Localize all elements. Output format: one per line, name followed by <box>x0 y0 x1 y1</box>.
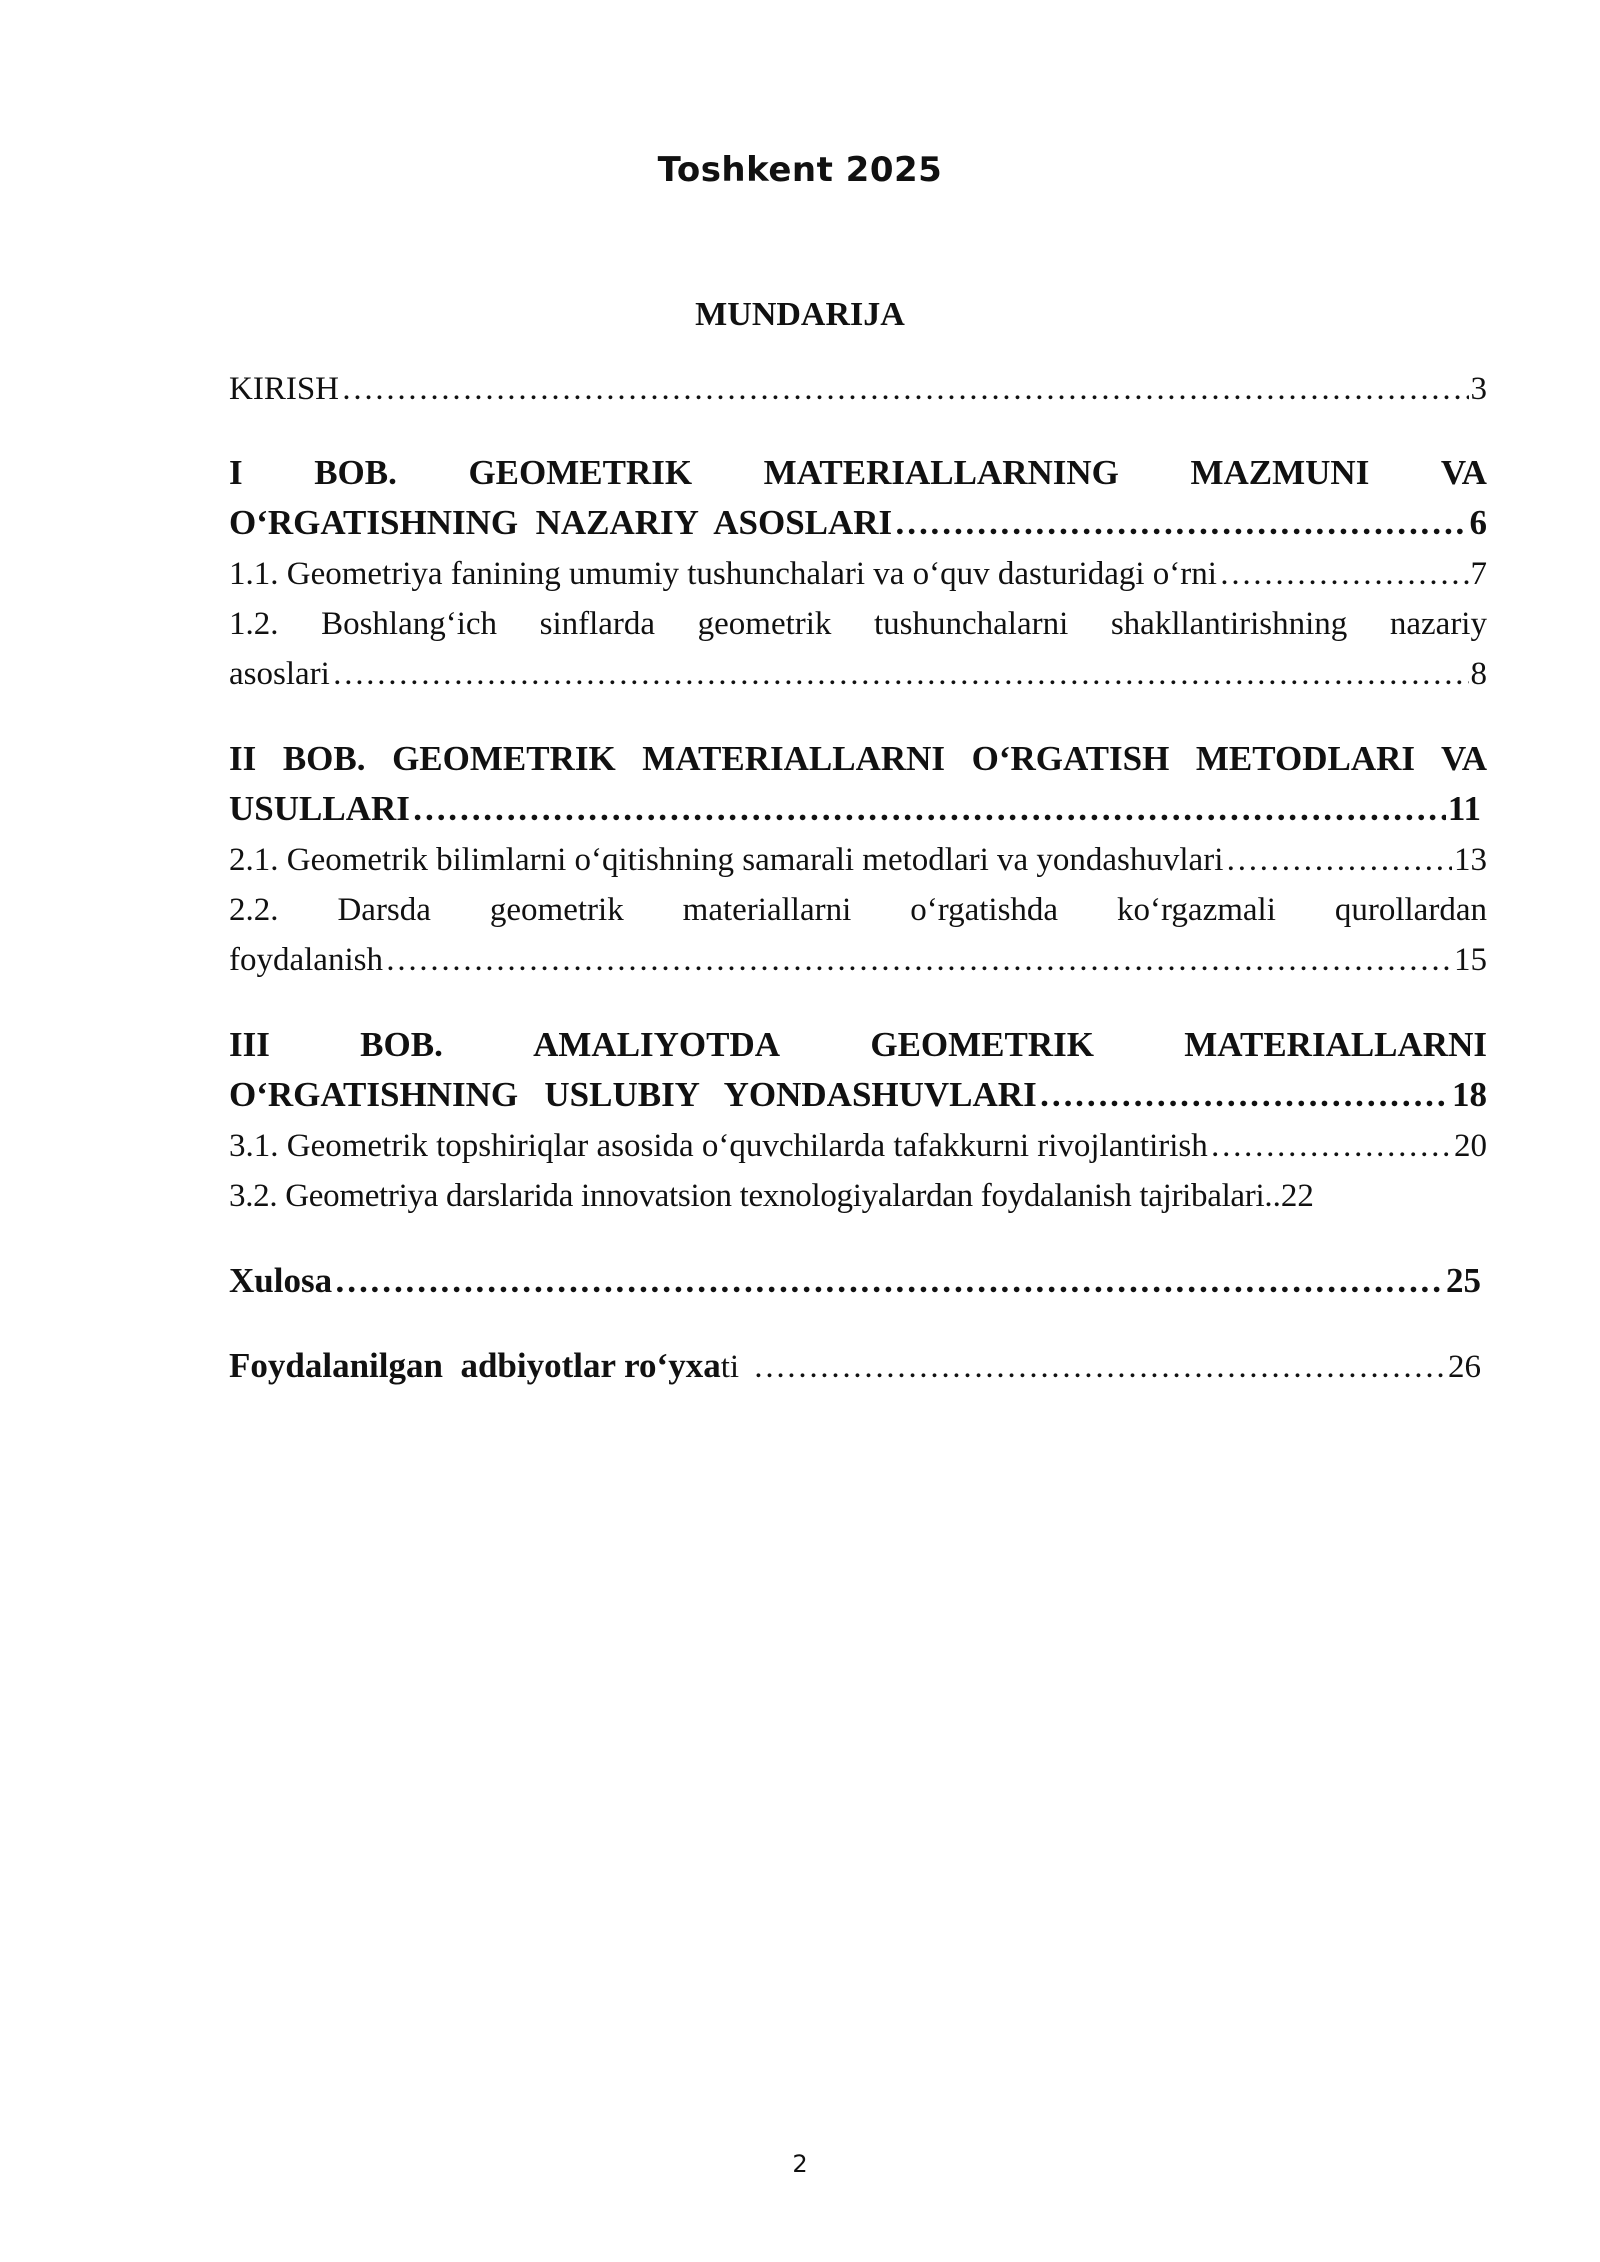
word: Boshlang‘ich <box>321 606 498 642</box>
dot-leader <box>334 1256 1444 1306</box>
dot-leader <box>412 784 1446 834</box>
toc-entry-page: 18 <box>1452 1075 1487 1114</box>
toc-entry-label: foydalanish <box>229 942 383 978</box>
toc-entry-page: 22 <box>1280 1178 1314 1214</box>
city-year: Toshkent 2025 <box>657 150 943 190</box>
word: qurollardan <box>1334 892 1487 928</box>
toc-section-1-1[interactable] <box>229 549 1487 599</box>
toc-entry-page: 3 <box>1470 371 1487 407</box>
toc-entry-label: Xulosa <box>229 1261 333 1300</box>
word: Darsda <box>337 892 431 928</box>
word: I <box>229 453 243 492</box>
toc-entry-page: 25 <box>1446 1261 1481 1300</box>
word: nazariy <box>1389 606 1487 642</box>
toc-entry-page: 13 <box>1454 842 1487 878</box>
toc-chapter-1-line2[interactable] <box>229 498 1487 548</box>
toc-section-2-1[interactable] <box>229 835 1487 885</box>
toc-entry-page: 8 <box>1470 656 1487 692</box>
toc-entry-label: Foydalanilgan adbiyotlar ro‘yxa <box>229 1346 721 1385</box>
word: III <box>229 1025 270 1064</box>
toc-entry-label: 3.2. Geometriya darslarida innovatsion texnologiyalardan foydalanish tajribalari <box>229 1178 1265 1214</box>
toc-entry-intro[interactable] <box>229 364 1487 414</box>
dot-leader <box>753 1342 1446 1391</box>
word: ko‘rgazmali <box>1117 892 1276 928</box>
word: BOB. <box>314 453 397 492</box>
word: GEOMETRIK <box>468 453 693 492</box>
toc-entry-label-rest: ti <box>720 1349 740 1385</box>
word: sinflarda <box>539 606 656 642</box>
word: VA <box>1440 453 1487 492</box>
dot-leader: .. <box>1264 1178 1281 1214</box>
toc-section-1-2-line2[interactable] <box>229 649 1487 699</box>
word: MATERIALLARNI <box>1184 1025 1487 1064</box>
word: materiallarni <box>682 892 852 928</box>
dot-leader <box>385 935 1452 985</box>
toc-entry-label: O‘RGATISHNING NAZARIY ASOSLARI <box>229 503 893 542</box>
toc-section-3-1[interactable] <box>229 1121 1487 1171</box>
toc-entry-page: 7 <box>1470 556 1487 592</box>
toc-title: MUNDARIJA <box>695 296 905 333</box>
word: 1.2. <box>229 606 279 642</box>
toc-entry-label: USULLARI <box>229 789 410 828</box>
dot-leader <box>1210 1121 1452 1171</box>
toc-section-2-2-line1[interactable] <box>229 885 1487 935</box>
toc-entry-label: O‘RGATISHNING USLUBIY YONDASHUVLARI <box>229 1075 1037 1114</box>
toc-entry-conclusion[interactable] <box>229 1256 1487 1306</box>
toc-entry-label: KIRISH <box>229 371 340 407</box>
word: tushunchalarni <box>873 606 1069 642</box>
toc-entry-page: 11 <box>1447 789 1481 828</box>
toc-entry-references[interactable] <box>229 1341 1487 1391</box>
word: GEOMETRIK <box>870 1025 1094 1064</box>
toc-entry-label: asoslari <box>229 656 330 692</box>
toc-entry-label: II BOB. GEOMETRIK MATERIALLARNI O‘RGATISH METODLARI VA <box>229 739 1487 778</box>
word: 2.2. <box>229 892 279 928</box>
toc-chapter-1-line1[interactable] <box>229 448 1487 498</box>
word: geometrik <box>697 606 832 642</box>
toc-entry-page: 6 <box>1469 503 1487 542</box>
word: MAZMUNI <box>1190 453 1370 492</box>
word: MATERIALLARNING <box>763 453 1119 492</box>
dot-leader <box>332 649 1469 699</box>
toc-section-1-2-line1[interactable] <box>229 599 1487 649</box>
toc-chapter-2-line2[interactable] <box>229 784 1487 834</box>
toc-chapter-3-line1[interactable] <box>229 1020 1487 1070</box>
word: BOB. <box>360 1025 443 1064</box>
toc-entry-label: 2.1. Geometrik bilimlarni o‘qitishning samarali metodlari va yondashuvlari <box>229 842 1224 878</box>
word: AMALIYOTDA <box>533 1025 781 1064</box>
dot-leader <box>1219 549 1469 599</box>
toc-chapter-3-line2[interactable] <box>229 1070 1487 1120</box>
toc-entry-label: 3.1. Geometrik topshiriqlar asosida o‘quvchilarda tafakkurni rivojlantirish <box>229 1128 1208 1164</box>
toc-section-3-2[interactable] <box>229 1171 1487 1221</box>
toc-chapter-2-line1[interactable] <box>229 734 1487 784</box>
toc-section-2-2-line2[interactable] <box>229 935 1487 985</box>
word: o‘rgatishda <box>910 892 1059 928</box>
toc-entry-page: 15 <box>1454 942 1487 978</box>
dot-leader <box>341 364 1468 414</box>
dot-leader <box>1225 835 1452 885</box>
page-number: 2 <box>792 2150 808 2178</box>
toc-entry-page: 26 <box>1448 1349 1481 1385</box>
toc-entry-label: 1.1. Geometriya fanining umumiy tushunchalari va o‘quv dasturidagi o‘rni <box>229 556 1217 592</box>
word: shakllantirishning <box>1110 606 1348 642</box>
dot-leader <box>894 498 1467 548</box>
dot-leader <box>1039 1070 1450 1120</box>
word: geometrik <box>489 892 624 928</box>
toc-entry-page: 20 <box>1454 1128 1487 1164</box>
